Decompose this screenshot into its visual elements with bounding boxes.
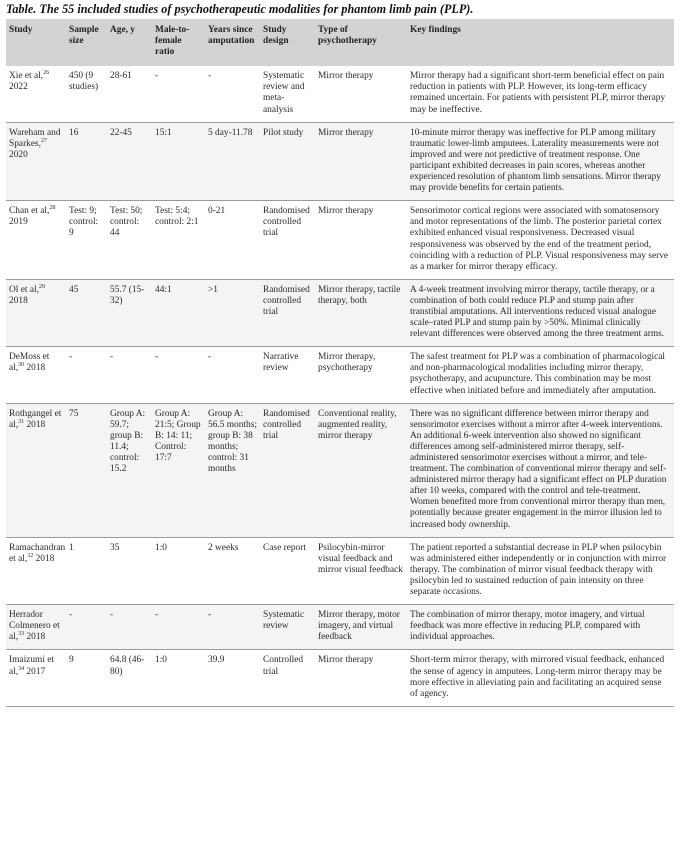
cell-study <box>6 403 66 537</box>
study-year: 2019 <box>9 217 28 228</box>
cell-years-since-amputation: 0-21 <box>208 206 226 217</box>
cell-psychotherapy-type: Mirror therapy, motor imagery, and virtual feedback <box>315 605 407 650</box>
reference-number: 31 <box>18 418 25 425</box>
cell-years-since-amputation: >1 <box>205 279 260 346</box>
reference-number: 32 <box>27 552 34 559</box>
table-row <box>6 201 674 280</box>
study-name: Ramachandran et al, <box>9 542 66 564</box>
cell-sample-size: 1 <box>69 542 74 553</box>
cell-psychotherapy-type: Psilocybin-mirror visual feedback and mirror visual feedback <box>318 542 403 575</box>
cell-psychotherapy-type: Conventional reality, augmented reality, mirror therapy <box>315 403 407 537</box>
cell-age: 64.8 (46-80) <box>110 655 145 677</box>
cell-ratio: - <box>152 605 205 650</box>
column-header-study-design: Study design <box>260 19 315 66</box>
cell-study-design: Randomised controlled trial <box>263 206 310 239</box>
study-name: Wareham and Sparkes, <box>9 127 61 149</box>
cell-study <box>6 605 66 650</box>
cell-ratio: 15:1 <box>152 122 205 201</box>
cell-study-design: Controlled trial <box>263 655 304 677</box>
cell-age: 35 <box>110 542 120 553</box>
reference-number: 30 <box>18 362 25 369</box>
cell-sample-size: 16 <box>66 122 107 201</box>
studies-table <box>6 19 674 707</box>
cell-study-design: Randomised controlled trial <box>260 279 315 346</box>
cell-sample-size: - <box>69 352 73 363</box>
study-name: DeMoss et al, <box>9 352 50 374</box>
cell-study-design: Systematic review <box>260 605 315 650</box>
study-year: 2020 <box>9 149 28 160</box>
reference-number: 34 <box>18 665 25 672</box>
cell-age: 28-61 <box>110 71 132 82</box>
cell-years-since-amputation: Group A: 56.5 months; group B: 38 months; control: 31 months <box>205 403 260 537</box>
cell-sample-size: Test: 9; control: 9 <box>69 206 99 239</box>
cell-key-findings: Sensorimotor cortical regions were associated with somatosensory and motor representations of the limb. The posterior parietal cortex exhibited enhanced visual responsiveness. Decreased visual responsiveness was observed by the end of the treatment period, coinciding with a reduction of PLP. Visual responsiveness may serve as a marker for mirror therapy efficacy. <box>410 206 669 272</box>
study-name: Xie et al, <box>9 71 44 82</box>
cell-ratio: 1:0 <box>155 542 167 553</box>
study-year: 2018 <box>24 419 46 430</box>
cell-ratio: Test: 5:4; control: 2:1 <box>155 206 199 228</box>
cell-key-findings: The safest treatment for PLP was a combination of pharmacological and non-pharmacological modalities including mirror therapy, psychotherapy, and acupuncture. This combination may be most effective when initiated before and immediately after amputation. <box>410 352 666 396</box>
cell-study-design: Pilot study <box>260 122 315 201</box>
cell-years-since-amputation: - <box>208 71 212 82</box>
study-name: Rothgangel et al, <box>9 408 62 430</box>
cell-psychotherapy-type: Mirror therapy <box>318 71 374 82</box>
table-header-row <box>6 19 674 66</box>
cell-psychotherapy-type: Mirror therapy, psychotherapy <box>318 352 376 374</box>
cell-years-since-amputation: - <box>205 605 260 650</box>
column-header-sample-size: Sample size <box>66 19 107 66</box>
cell-sample-size: 75 <box>66 403 107 537</box>
reference-number: 29 <box>38 283 45 290</box>
cell-age: Test: 50; control: 44 <box>110 206 143 239</box>
table-row <box>6 605 674 650</box>
cell-study <box>6 537 66 604</box>
study-year: 2018 <box>9 295 28 306</box>
cell-key-findings: A 4-week treatment involving mirror therapy, tactile therapy, or a combination of both could reduce PLP and stump pain after transtibial amputations. All interventions reduced visual analogue scale–rated PLP and stump pain by >50%. Minimal clinically relevant differences were observed among the three treatment arms. <box>407 279 674 346</box>
column-header-psychotherapy-type: Type of psychotherapy <box>315 19 407 66</box>
cell-sample-size: 9 <box>69 655 74 666</box>
study-name: Chan et al, <box>9 206 50 217</box>
cell-key-findings: Mirror therapy had a significant short-term beneficial effect on pain reduction in patients with PLP. However, its long-term efficacy remained uncertain. For patients with persistent PLP, mirror therapy may be ineffective. <box>410 71 666 115</box>
reference-number: 26 <box>43 70 50 77</box>
cell-study-design: Randomised controlled trial <box>260 403 315 537</box>
cell-age: 22-45 <box>107 122 152 201</box>
cell-years-since-amputation: 2 weeks <box>208 542 239 553</box>
column-header-years-since-amputation: Years since amputation <box>205 19 260 66</box>
cell-key-findings: The combination of mirror therapy, motor imagery, and virtual feedback was more effective in reducing PLP, compared with individual approaches. <box>407 605 674 650</box>
cell-study <box>6 122 66 201</box>
cell-psychotherapy-type: Mirror therapy, tactile therapy, both <box>315 279 407 346</box>
cell-ratio: 1:0 <box>155 655 167 666</box>
cell-study-design: Case report <box>263 542 306 553</box>
cell-age: Group A: 59.7; group B: 11.4; control: 15.2 <box>107 403 152 537</box>
cell-years-since-amputation: - <box>208 352 212 363</box>
table-row <box>6 537 674 604</box>
cell-key-findings: 10-minute mirror therapy was ineffective for PLP among military traumatic lower-limb amputees. Laterality measurements were not improved and were not predictive of treatment response. One participant exhibited decreases in pain scores, whereas another experienced resolution of phantom limb sensations. Mirror therapy may provide benefits for certain patients. <box>407 122 674 201</box>
reference-number: 33 <box>18 631 25 638</box>
cell-key-findings: The patient reported a substantial decrease in PLP when psilocybin was administered either independently or in conjunction with mirror therapy. The combination of mirror visual feedback therapy with psilocybin led to sustained reduction of pain intensity on three separate occasions. <box>410 542 667 598</box>
cell-ratio: 44:1 <box>152 279 205 346</box>
cell-sample-size: 450 (9 studies) <box>69 71 99 93</box>
table-row <box>6 122 674 201</box>
table-row <box>6 66 674 122</box>
cell-study <box>6 66 66 122</box>
column-header-ratio: Male-to-female ratio <box>152 19 205 66</box>
cell-sample-size: 45 <box>66 279 107 346</box>
table-row <box>6 279 674 346</box>
table-body <box>6 66 674 706</box>
study-name: Imaizumi et al, <box>9 655 55 677</box>
column-header-key-findings: Key findings <box>407 19 674 66</box>
study-year: 2022 <box>9 82 28 93</box>
cell-study <box>6 347 66 403</box>
cell-key-findings: There was no significant difference between mirror therapy and sensorimotor exercises without a mirror after 4-week interventions. An additional 6-week intervention also showed no significant differences among self-administered mirror therapy, self-administered sensorimotor exercises without a mirror, and tele-treatment. The combination of conventional mirror therapy and self-administered mirror therapy had a significant effect on PLP duration after 10 weeks, compared with the control and tele-treatment. Women benefited more from conventional mirror therapy than men, potentially because greater engagement in the mirror illusion led to increased body ownership. <box>407 403 674 537</box>
cell-study <box>6 650 66 706</box>
cell-age: - <box>107 605 152 650</box>
reference-number: 28 <box>49 205 56 212</box>
cell-years-since-amputation: 39.9 <box>208 655 225 666</box>
cell-psychotherapy-type: Mirror therapy <box>315 122 407 201</box>
cell-psychotherapy-type: Mirror therapy <box>318 655 374 666</box>
reference-number: 27 <box>41 137 48 144</box>
column-header-study: Study <box>6 19 66 66</box>
cell-study <box>6 201 66 280</box>
study-name: Ol et al, <box>9 284 39 295</box>
cell-years-since-amputation: 5 day-11.78 <box>205 122 260 201</box>
study-year: 2018 <box>33 553 55 564</box>
column-header-age: Age, y <box>107 19 152 66</box>
study-year: 2018 <box>24 632 46 643</box>
study-name: Herrador Colmenero et al, <box>9 610 60 643</box>
cell-ratio: Group A: 21:5; Group B: 14: 11; Control: 17:7 <box>152 403 205 537</box>
study-year: 2017 <box>24 666 46 677</box>
cell-sample-size: - <box>66 605 107 650</box>
cell-psychotherapy-type: Mirror therapy <box>318 206 374 217</box>
table-caption: Table. The 55 included studies of psychotherapeutic modalities for phantom limb pain (PLP). <box>6 2 474 16</box>
table-row <box>6 403 674 537</box>
cell-study-design: Systematic review and meta-analysis <box>263 71 305 115</box>
cell-study <box>6 279 66 346</box>
cell-ratio: - <box>155 352 159 363</box>
cell-age: - <box>110 352 114 363</box>
table-row <box>6 347 674 403</box>
cell-study-design: Narrative review <box>263 352 299 374</box>
cell-age: 55.7 (15-32) <box>107 279 152 346</box>
cell-key-findings: Short-term mirror therapy, with mirrored visual feedback, enhanced the sense of agency in amputees. Long-term mirror therapy may be more effective in alleviating pain and facilitating an acquired sense of agency. <box>410 655 665 699</box>
study-year: 2018 <box>24 363 46 374</box>
table-row <box>6 650 674 706</box>
cell-ratio: - <box>155 71 159 82</box>
